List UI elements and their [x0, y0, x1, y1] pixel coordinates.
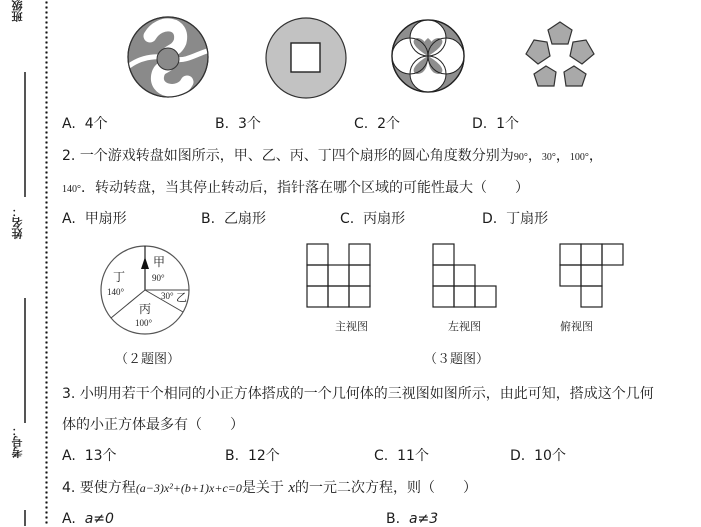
svg-text:30°: 30°: [161, 291, 174, 301]
left-view-label: 左视图: [448, 320, 481, 333]
svg-text:乙: 乙: [176, 291, 187, 304]
q4-option-b[interactable]: B. a≠3: [386, 511, 439, 527]
q2-stem-line2: 140°．转动转盘，当其停止转动后，指针落在哪个区域的可能性最大（ ）: [62, 180, 529, 196]
q1-option-d[interactable]: D. 1个: [472, 116, 520, 132]
figure-four-petal-circle: [390, 18, 470, 98]
front-view-label: 主视图: [335, 320, 368, 333]
q2-option-d[interactable]: D. 丁扇形: [482, 211, 549, 227]
figure-five-pentagons: [520, 20, 600, 92]
top-view-label: 俯视图: [560, 320, 593, 333]
q3-option-d[interactable]: D. 10个: [510, 448, 566, 464]
q2-option-a[interactable]: A. 甲扇形: [62, 211, 127, 227]
figure-s-curve-circle: [125, 14, 215, 104]
exam-number-label: 考号：: [11, 425, 24, 458]
name-label: 姓名：: [11, 206, 24, 239]
svg-text:140°: 140°: [107, 287, 125, 297]
q1-option-c[interactable]: C. 2个: [354, 116, 401, 132]
svg-text:丙: 丙: [139, 302, 152, 316]
class-underline: [24, 72, 26, 197]
svg-text:90°: 90°: [152, 273, 165, 283]
front-view-grid: [306, 243, 372, 309]
q3-figure-caption: （３题图）: [424, 352, 490, 367]
name-underline: [24, 298, 26, 423]
class-label: 班级: [11, 0, 24, 22]
q4-equation: (a−3)x²+(b+1)x+c=0: [135, 481, 242, 495]
q4-stem: 4. 要使方程(a−3)x²+(b+1)x+c=0是关于 x的一元二次方程，则（ ）: [62, 480, 477, 496]
svg-text:丁: 丁: [113, 270, 126, 284]
q3-option-b[interactable]: B. 12个: [225, 448, 280, 464]
q1-option-b[interactable]: B. 3个: [215, 116, 261, 132]
q2-option-b[interactable]: B. 乙扇形: [201, 211, 266, 227]
q2-figure-caption: （２题图）: [115, 352, 181, 367]
svg-text:甲: 甲: [153, 255, 166, 269]
left-view-grid: [432, 243, 500, 309]
q3-option-c[interactable]: C. 11个: [374, 448, 429, 464]
q4-option-a[interactable]: A. a≠0: [62, 511, 114, 527]
exam-number-underline: [24, 510, 26, 526]
q3-option-a[interactable]: A. 13个: [62, 448, 117, 464]
top-view-grid: [559, 243, 627, 309]
dotted-cut-line: [45, 0, 48, 526]
q2-option-c[interactable]: C. 丙扇形: [340, 211, 406, 227]
q1-option-a[interactable]: A. 4个: [62, 116, 108, 132]
svg-text:100°: 100°: [135, 318, 153, 328]
spinner-figure: [95, 243, 195, 337]
q2-stem-line1: 2. 一个游戏转盘如图所示，甲、乙、丙、丁四个扇形的圆心角度数分别为90°，30°，100°，: [62, 148, 603, 164]
figure-coin-square: [262, 14, 352, 104]
q3-stem-line1: 3. 小明用若干个相同的小正方体搭成的一个几何体的三视图如图所示，由此可知，搭成这个几何: [62, 386, 654, 402]
q3-stem-line2: 体的小正方体最多有（ ）: [62, 417, 244, 433]
